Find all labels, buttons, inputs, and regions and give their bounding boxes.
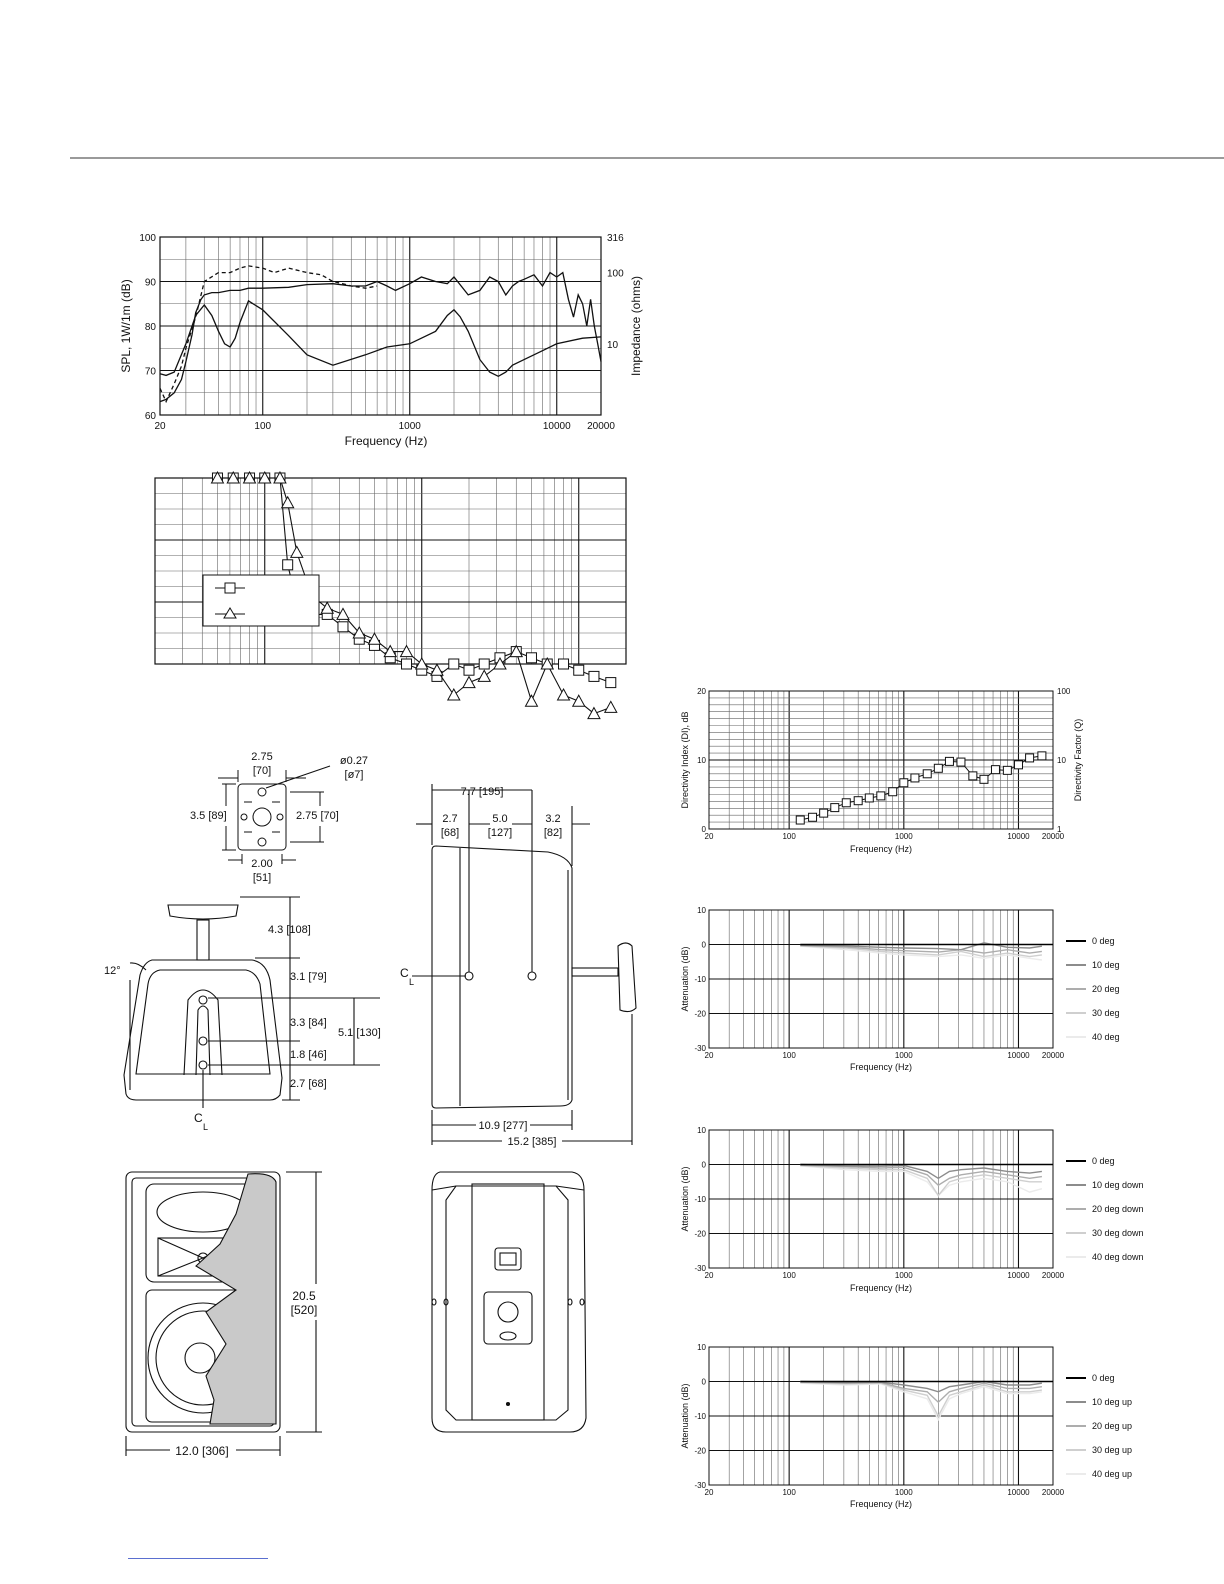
connector-plate bbox=[484, 1292, 532, 1344]
data-point-square bbox=[923, 770, 931, 778]
y-tick-label: -30 bbox=[694, 1264, 706, 1273]
x-tick-label: 1000 bbox=[894, 1271, 913, 1280]
y2-tick-label: 100 bbox=[1057, 687, 1071, 696]
directivity-x-axis-label: Frequency (Hz) bbox=[849, 844, 913, 854]
x-tick-label: 10000 bbox=[1007, 832, 1030, 841]
dim-hole: ø0.27 bbox=[339, 755, 369, 767]
mount-arm bbox=[197, 920, 209, 960]
dim-d6: 2.7 [68] bbox=[290, 1078, 327, 1090]
side-centerline-label: C bbox=[400, 966, 409, 980]
x-tick-label: 10000 bbox=[1007, 1488, 1030, 1497]
x-tick-label: 1000 bbox=[894, 1488, 913, 1497]
legend-label: 10 deg bbox=[1092, 960, 1120, 970]
y-tick-label: 10 bbox=[697, 906, 706, 915]
y2-tick-label: 316 bbox=[607, 233, 624, 244]
grille-cutaway bbox=[196, 1174, 276, 1424]
data-point-triangle bbox=[573, 695, 585, 706]
side-mount-point-1 bbox=[465, 972, 473, 980]
connector-jack bbox=[498, 1302, 518, 1322]
x-tick-label: 100 bbox=[782, 1271, 796, 1280]
polar-h-y-axis-label: Attenuation (dB) bbox=[680, 946, 690, 1012]
legend-label: 40 deg bbox=[1092, 1032, 1120, 1042]
rear-view-drawing bbox=[432, 1172, 586, 1432]
data-point-triangle bbox=[321, 602, 333, 613]
polar-up-y-axis-label: Attenuation (dB) bbox=[680, 1383, 690, 1449]
data-point-square bbox=[911, 774, 919, 782]
bracket-hole-bottom bbox=[258, 838, 266, 846]
x-tick-label: 100 bbox=[782, 1488, 796, 1497]
x-tick-label: 10000 bbox=[1007, 1051, 1030, 1060]
centerline-label: C bbox=[194, 1111, 203, 1125]
data-point-triangle bbox=[337, 608, 349, 619]
directivity-chart bbox=[680, 687, 1083, 854]
beamwidth-chart bbox=[155, 472, 626, 719]
legend-label: 20 deg down bbox=[1092, 1204, 1144, 1214]
bevel-line bbox=[556, 1186, 584, 1190]
data-point-square bbox=[589, 671, 599, 681]
mount-point-2 bbox=[199, 1037, 207, 1045]
side-view-labels bbox=[400, 786, 562, 1148]
data-point-square bbox=[526, 653, 536, 663]
side-cabinet bbox=[432, 846, 572, 1108]
bevel-line bbox=[432, 1186, 456, 1190]
dim-base: 2.00 bbox=[251, 858, 273, 870]
x-tick-label: 20000 bbox=[1041, 1051, 1065, 1060]
dim-hole-mm: [ø7] bbox=[344, 769, 364, 781]
data-point-square bbox=[842, 799, 850, 807]
dim-c: 3.2 bbox=[545, 813, 561, 825]
centerline-label-sub: L bbox=[203, 1122, 209, 1132]
data-point-square bbox=[854, 797, 862, 805]
bracket-slots bbox=[244, 802, 280, 832]
leader-line bbox=[266, 766, 330, 788]
rear-cabinet-bevel bbox=[446, 1186, 568, 1420]
y-tick-label: 70 bbox=[144, 366, 156, 378]
legend-label: 30 deg bbox=[1092, 1008, 1120, 1018]
y-tick-label: 80 bbox=[144, 322, 156, 333]
data-point-square bbox=[877, 792, 885, 800]
y-tick-label: -30 bbox=[694, 1481, 706, 1490]
data-point-triangle bbox=[525, 695, 537, 706]
dim-a: 2.7 bbox=[442, 813, 458, 825]
series-line-impedance bbox=[160, 301, 601, 376]
polar-h-x-axis-label: Frequency (Hz) bbox=[849, 1062, 913, 1072]
x-tick-label: 20000 bbox=[1041, 1271, 1065, 1280]
x-tick-label: 10000 bbox=[542, 421, 571, 432]
cabinet-inner bbox=[136, 970, 270, 1074]
legend-label: 0 deg bbox=[1092, 1156, 1115, 1166]
data-point-square bbox=[969, 772, 977, 780]
y-tick-label: 0 bbox=[701, 940, 706, 950]
x-tick-label: 20 bbox=[704, 832, 714, 841]
data-point-square bbox=[991, 766, 999, 774]
polar-down-chart bbox=[680, 1126, 1144, 1293]
y2-tick-label: 10 bbox=[1057, 756, 1066, 765]
data-point-square bbox=[464, 665, 474, 675]
dim-d1: 4.3 [108] bbox=[268, 924, 311, 936]
x-tick-label: 100 bbox=[782, 1051, 796, 1060]
y-tick-label: 100 bbox=[139, 233, 156, 244]
dim-front-width: 12.0 [306] bbox=[175, 1444, 229, 1458]
legend-label: 10 deg down bbox=[1092, 1180, 1144, 1190]
dim-top: 7.7 [195] bbox=[460, 786, 504, 798]
y-tick-label: 60 bbox=[144, 411, 156, 422]
mount-plate bbox=[168, 905, 238, 919]
dim-d5: 1.8 [46] bbox=[290, 1049, 327, 1061]
dim-base-mm: [51] bbox=[252, 872, 272, 884]
directivity-y-axis-label: Directivity Index (DI), dB bbox=[680, 711, 690, 809]
y-tick-label: 20 bbox=[697, 687, 706, 696]
y-tick-label: -10 bbox=[694, 1195, 706, 1204]
x-tick-label: 20 bbox=[704, 1051, 714, 1060]
data-point-square bbox=[1038, 752, 1046, 760]
data-point-triangle bbox=[588, 708, 600, 719]
legend-label: 40 deg down bbox=[1092, 1252, 1144, 1262]
y-tick-label: 0 bbox=[701, 825, 706, 834]
y-tick-label: -20 bbox=[694, 1446, 706, 1456]
data-point-triangle bbox=[291, 546, 303, 557]
dim-inner-height: 2.75 [70] bbox=[296, 810, 339, 822]
x-tick-label: 20 bbox=[704, 1488, 714, 1497]
dim-d3: 3.3 [84] bbox=[290, 1017, 327, 1029]
data-point-square bbox=[1014, 761, 1022, 769]
data-point-square bbox=[1026, 754, 1034, 762]
x-tick-label: 20 bbox=[704, 1271, 714, 1280]
spl-y-axis-label: SPL, 1W/1m (dB) bbox=[119, 279, 133, 373]
y-tick-label: -20 bbox=[694, 1009, 706, 1019]
legend-label: 0 deg bbox=[1092, 936, 1115, 946]
front-mount-labels bbox=[104, 924, 381, 1132]
y-tick-label: 0 bbox=[701, 1160, 706, 1170]
data-point-square bbox=[945, 757, 953, 765]
legend-label: 30 deg down bbox=[1092, 1228, 1144, 1238]
dim-width: 2.75 bbox=[251, 751, 273, 763]
rear-insert bbox=[568, 1299, 572, 1305]
data-point-square bbox=[980, 775, 988, 783]
dim-d2: 3.1 [79] bbox=[290, 971, 327, 983]
data-point-square bbox=[479, 659, 489, 669]
x-tick-label: 1000 bbox=[398, 421, 421, 432]
beamwidth-legend bbox=[203, 575, 319, 626]
rear-screw bbox=[507, 1403, 510, 1406]
dim-overall: 15.2 [385] bbox=[507, 1136, 557, 1148]
data-point-square bbox=[574, 665, 584, 675]
data-point-triangle bbox=[431, 664, 443, 675]
data-point-triangle bbox=[368, 633, 380, 644]
dim-d4: 5.1 [130] bbox=[338, 1027, 381, 1039]
dim-height: 3.5 [89] bbox=[190, 810, 227, 822]
polar-down-y-axis-label: Attenuation (dB) bbox=[680, 1166, 690, 1232]
data-point-square bbox=[934, 764, 942, 772]
bracket-plate-outline bbox=[238, 784, 286, 850]
dim-c-mm: [82] bbox=[543, 827, 563, 839]
dim-b-mm: [127] bbox=[487, 827, 513, 839]
rear-insert bbox=[432, 1299, 436, 1305]
y-tick-label: 0 bbox=[701, 1377, 706, 1387]
x-tick-label: 100 bbox=[782, 832, 796, 841]
dim-front-height: 20.5 bbox=[292, 1289, 316, 1303]
legend-label: 20 deg up bbox=[1092, 1421, 1133, 1431]
y-tick-label: -10 bbox=[694, 975, 706, 984]
data-point-triangle bbox=[448, 689, 460, 700]
dim-front-height-mm: [520] bbox=[290, 1303, 318, 1317]
x-tick-label: 20 bbox=[154, 421, 166, 432]
polar-horizontal-chart bbox=[680, 906, 1120, 1072]
dim-b: 5.0 bbox=[492, 813, 508, 825]
input-terminal bbox=[500, 1253, 516, 1265]
directivity-y2-axis-label: Directivity Factor (Q) bbox=[1073, 718, 1083, 802]
data-point-square bbox=[283, 560, 293, 570]
bracket-center-hole bbox=[253, 808, 271, 826]
dim-width-mm: [70] bbox=[252, 765, 272, 777]
x-tick-label: 100 bbox=[254, 421, 272, 432]
y2-tick-label: 10 bbox=[607, 339, 619, 351]
dim-angle: 12° bbox=[104, 965, 121, 977]
y-tick-label: 10 bbox=[697, 756, 706, 765]
bracket-hole-left bbox=[241, 814, 247, 820]
data-point-square bbox=[402, 659, 412, 669]
data-point-square bbox=[338, 622, 348, 632]
legend-label: 20 deg bbox=[1092, 984, 1120, 994]
side-centerline-label-sub: L bbox=[409, 977, 415, 987]
spl-impedance-chart bbox=[119, 233, 643, 448]
data-point-triangle bbox=[558, 689, 570, 700]
data-point-square bbox=[809, 813, 817, 821]
bracket-hole-right bbox=[277, 814, 283, 820]
legend-label: 10 deg up bbox=[1092, 1397, 1133, 1407]
data-point-square bbox=[831, 804, 839, 812]
input-plate bbox=[495, 1248, 521, 1270]
data-point-square bbox=[889, 788, 897, 796]
tap-selector bbox=[500, 1332, 516, 1340]
y2-tick-label: 100 bbox=[607, 268, 624, 280]
legend-square-marker bbox=[225, 583, 235, 593]
x-tick-label: 10000 bbox=[1007, 1271, 1030, 1280]
legend-label: 30 deg up bbox=[1092, 1445, 1133, 1455]
x-tick-label: 1000 bbox=[894, 832, 913, 841]
series-line-spl-solid- bbox=[160, 273, 601, 402]
data-point-square bbox=[559, 659, 569, 669]
polar-up-chart bbox=[680, 1343, 1132, 1509]
spl-x-axis-label: Frequency (Hz) bbox=[344, 434, 428, 448]
side-mount-point-2 bbox=[528, 972, 536, 980]
data-point-triangle bbox=[463, 677, 475, 688]
dim-depth: 10.9 [277] bbox=[478, 1120, 528, 1132]
x-tick-label: 20000 bbox=[1041, 832, 1065, 841]
dim-a-mm: [68] bbox=[440, 827, 460, 839]
legend-label: 40 deg up bbox=[1092, 1469, 1133, 1479]
y-tick-label: 10 bbox=[697, 1126, 706, 1135]
polar-down-x-axis-label: Frequency (Hz) bbox=[849, 1283, 913, 1293]
legend-box bbox=[203, 575, 319, 626]
y-tick-label: 10 bbox=[697, 1343, 706, 1352]
front-mount-drawing bbox=[124, 897, 380, 1108]
bracket-dimension-labels bbox=[190, 751, 368, 884]
bracket-hole-top bbox=[258, 788, 266, 796]
data-point-square bbox=[900, 779, 908, 787]
data-point-square bbox=[820, 809, 828, 817]
data-point-square bbox=[606, 678, 616, 688]
side-mount-plate bbox=[618, 943, 636, 1012]
data-point-triangle bbox=[478, 670, 490, 681]
mount-slot bbox=[184, 990, 222, 1075]
y-tick-label: -10 bbox=[694, 1412, 706, 1421]
polar-up-x-axis-label: Frequency (Hz) bbox=[849, 1499, 913, 1509]
mount-slot-inner bbox=[196, 1006, 210, 1075]
y-tick-label: -20 bbox=[694, 1229, 706, 1239]
data-point-triangle bbox=[282, 497, 294, 508]
y-tick-label: 90 bbox=[144, 277, 156, 289]
x-tick-label: 20000 bbox=[1041, 1488, 1065, 1497]
data-point-square bbox=[865, 794, 873, 802]
legend-label: 0 deg bbox=[1092, 1373, 1115, 1383]
data-point-square bbox=[449, 659, 459, 669]
rear-insert bbox=[580, 1299, 584, 1305]
data-point-triangle bbox=[605, 701, 617, 712]
y2-tick-label: 1 bbox=[1057, 825, 1062, 834]
x-tick-label: 20000 bbox=[587, 421, 615, 432]
side-mount-arm bbox=[572, 968, 618, 976]
mount-point-3 bbox=[199, 1061, 207, 1069]
data-point-square bbox=[796, 816, 804, 824]
x-tick-label: 1000 bbox=[894, 1051, 913, 1060]
y-tick-label: -30 bbox=[694, 1044, 706, 1053]
mount-point-1 bbox=[199, 996, 207, 1004]
impedance-y-axis-label: Impedance (ohms) bbox=[629, 275, 643, 377]
data-point-square bbox=[1003, 766, 1011, 774]
data-point-square bbox=[957, 758, 965, 766]
